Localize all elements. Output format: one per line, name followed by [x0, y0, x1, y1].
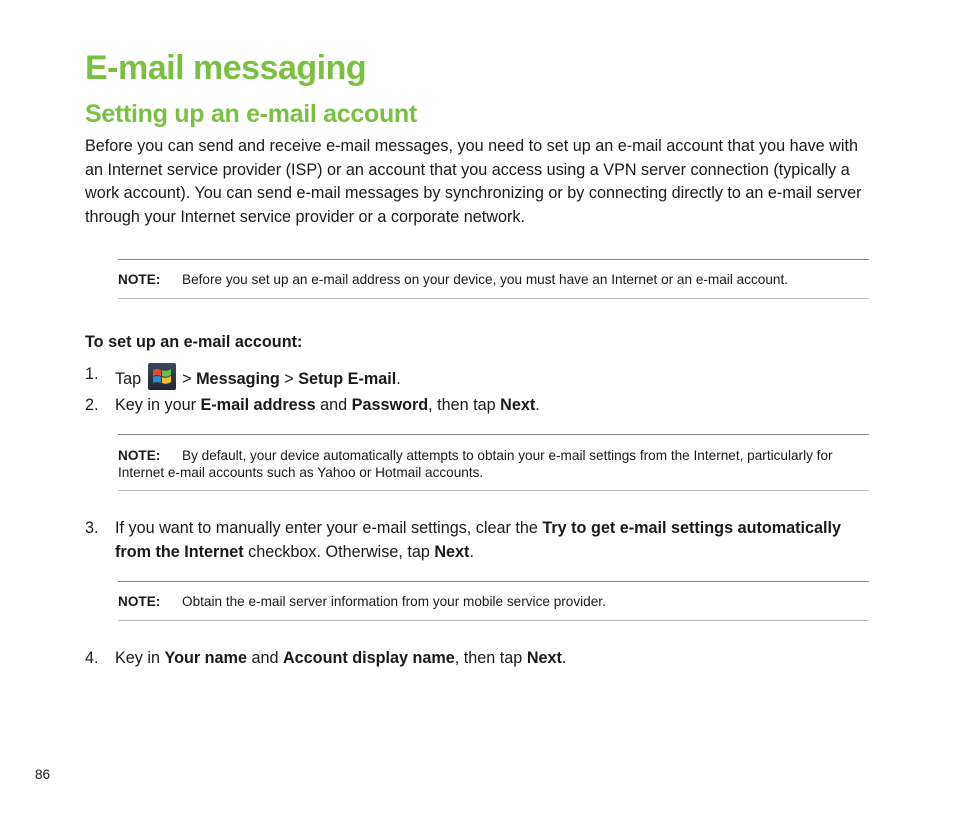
step-number: 2. — [85, 396, 99, 414]
steps-heading: To set up an e-mail account: — [85, 333, 303, 351]
step-text — [115, 647, 566, 671]
step-punct: . — [469, 542, 474, 561]
step-punct: . — [396, 370, 401, 388]
step-bold: Next — [434, 542, 470, 561]
step-word: If you want to manually enter your e-mail settings, clear the — [115, 519, 538, 537]
step-number: 4. — [85, 649, 99, 667]
step-number: 3. — [85, 519, 99, 537]
step-text — [115, 394, 540, 418]
step-bold: Messaging — [196, 370, 280, 388]
step-bold: Setup E-mail — [298, 370, 397, 388]
step-bold: Next — [526, 649, 562, 667]
note-label: NOTE: — [118, 594, 161, 609]
step-word: and — [320, 396, 348, 414]
step-bold: Password — [351, 396, 429, 414]
step-word: Key in — [115, 649, 160, 667]
page-title: E-mail messaging — [85, 49, 367, 87]
step-bold: Your name — [164, 649, 247, 667]
step-bold: Next — [500, 396, 536, 414]
note-text: By default, your device automatically attempts to obtain your e-mail settings from the Internet, particularly for Internet e-mail accounts such as Yahoo or Hotmail accounts. — [118, 448, 833, 480]
section-heading: Setting up an e-mail account — [85, 100, 417, 128]
note-text: Obtain the e-mail server information from your mobile service provider. — [182, 594, 606, 609]
step-separator: > — [182, 370, 192, 388]
step-number: 1. — [85, 365, 99, 383]
note-label: NOTE: — [118, 448, 161, 463]
step-bold: Account display name — [282, 649, 455, 667]
page-number: 86 — [35, 767, 51, 782]
step-word: and — [251, 649, 279, 667]
windows-start-icon — [148, 363, 176, 390]
step-word: , then tap — [428, 396, 496, 414]
step-punct: . — [561, 649, 567, 667]
step-word: Key in your — [115, 396, 196, 414]
step-text — [115, 363, 401, 392]
step-word: checkbox. Otherwise, tap — [248, 542, 430, 561]
step-word: , then tap — [454, 649, 523, 667]
step-text — [115, 517, 875, 564]
step-word: Tap — [115, 370, 142, 388]
step-bold: Try to get e-mail settings automatically from the Internet — [115, 519, 842, 561]
note-label: NOTE: — [118, 272, 161, 287]
step-punct: . — [535, 396, 540, 414]
note-box — [118, 259, 869, 299]
step-bold: E-mail address — [200, 396, 316, 414]
note-box — [118, 434, 869, 491]
step-separator: > — [284, 370, 294, 388]
intro-paragraph: Before you can send and receive e-mail messages, you need to set up an e-mail account that you have with an Internet service provider (ISP) or an account that you access using a VPN server connection (typically a work account). You can send e-mail messages by synchronizing or by connecting directly to an e-mail server through your Internet service provider or a corporate network. — [85, 137, 862, 226]
note-box — [118, 581, 869, 621]
note-text: Before you set up an e-mail address on your device, you must have an Internet or an e-mail account. — [182, 272, 789, 287]
